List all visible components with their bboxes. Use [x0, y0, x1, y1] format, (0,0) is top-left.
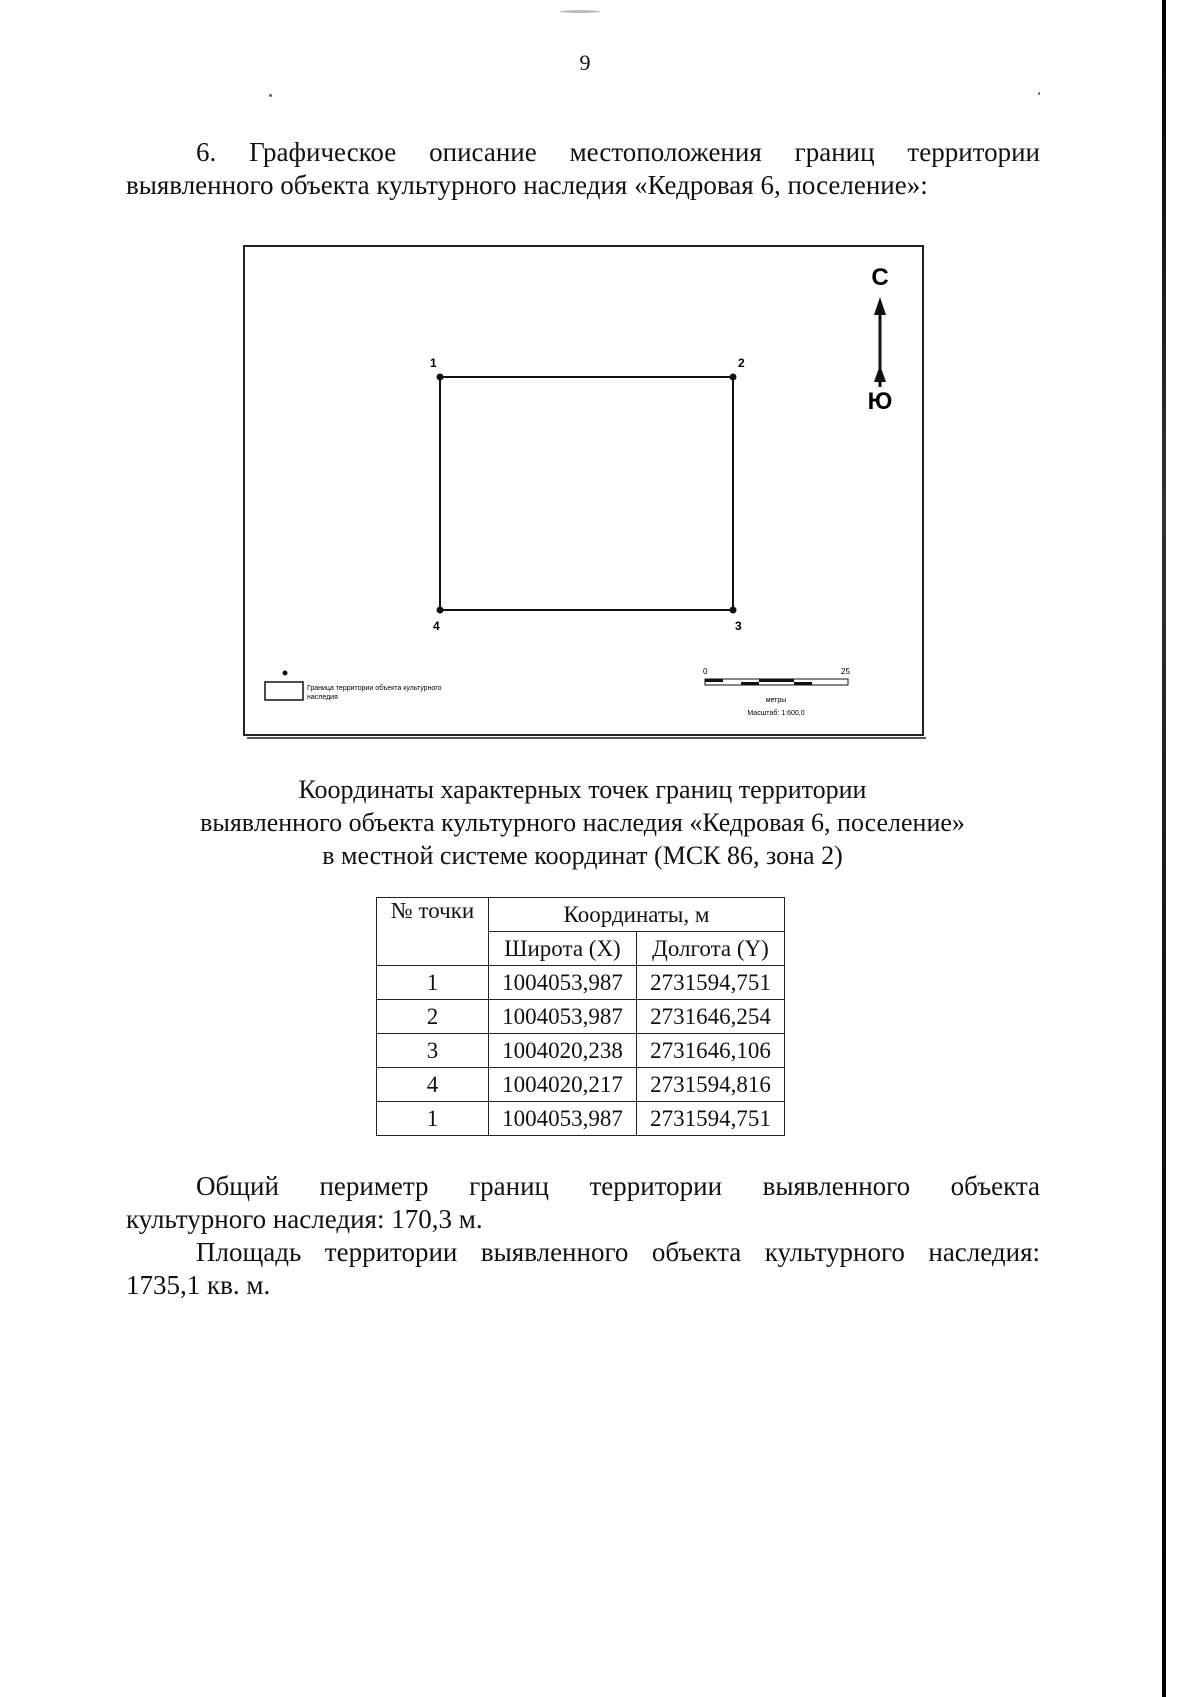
cell-point: 1: [377, 1102, 489, 1136]
cell-point: 2: [377, 1000, 489, 1034]
heading-line-1: 6. Графическое описание местоположения границ территории: [196, 137, 1040, 167]
table-row: [377, 1102, 785, 1136]
scale-units-label: метры: [765, 697, 787, 704]
table-row: [377, 1068, 785, 1102]
scale-ratio-label: Масштаб: 1:600,0: [747, 710, 805, 717]
boundary-point-4: [437, 607, 444, 614]
scan-speck: [269, 94, 272, 97]
compass-south-label: Ю: [867, 388, 893, 415]
table-header-row: [377, 898, 785, 932]
boundary-point-1: [437, 374, 444, 381]
caption-line-1: Координаты характерных точек границ территории: [298, 775, 867, 804]
area-paragraph: [126, 1236, 1040, 1302]
table-row: [377, 1000, 785, 1034]
territory-boundary: [440, 377, 733, 610]
header-longitude-y: Долгота (Y): [637, 932, 785, 966]
area-line-2: 1735,1 кв. м.: [126, 1270, 271, 1300]
point-label-1: 1: [430, 356, 437, 370]
cell-y: 2731646,254: [637, 1000, 785, 1034]
cell-point: 3: [377, 1034, 489, 1068]
legend-boundary-symbol: [265, 682, 303, 700]
page-number: 9: [579, 50, 591, 75]
cell-x: 1004053,987: [489, 1000, 637, 1034]
territory-map: [243, 245, 924, 736]
caption-line-2: выявленного объекта культурного наследия «Кедровая 6, поселение»: [200, 808, 965, 837]
legend-point-symbol: [283, 671, 288, 676]
north-arrow-icon: [874, 297, 886, 387]
scale-start-label: 0: [703, 667, 708, 676]
cell-y: 2731594,816: [637, 1068, 785, 1102]
point-label-3: 3: [735, 619, 742, 633]
header-coordinates: Координаты, м: [489, 898, 785, 932]
coordinates-table: [376, 897, 785, 1136]
cell-y: 2731594,751: [637, 1102, 785, 1136]
perimeter-line-1: Общий периметр границ территории выявленного объекта: [196, 1171, 1040, 1201]
scan-edge-shadow: [1162, 0, 1166, 1697]
cell-x: 1004053,987: [489, 966, 637, 1000]
point-label-2: 2: [738, 356, 745, 370]
section-heading: [126, 136, 1040, 202]
scan-speck: [560, 10, 600, 13]
caption-line-3: в местной системе координат (МСК 86, зона 2): [322, 841, 843, 870]
table-row: [377, 1034, 785, 1068]
cell-point: 1: [377, 966, 489, 1000]
scale-bar: [705, 679, 848, 685]
perimeter-line-2: культурного наследия: 170,3 м.: [126, 1204, 483, 1234]
cell-x: 1004053,987: [489, 1102, 637, 1136]
legend-label-line-2: наследия: [307, 694, 338, 701]
cell-point: 4: [377, 1068, 489, 1102]
header-point-number: № точки: [377, 898, 489, 966]
legend-label-line-1: Граница территории объекта культурного: [307, 685, 442, 692]
boundary-point-2: [730, 374, 737, 381]
area-line-1: Площадь территории выявленного объекта культурного наследия:: [196, 1237, 1040, 1267]
cell-y: 2731594,751: [637, 966, 785, 1000]
heading-line-2: выявленного объекта культурного наследия «Кедровая 6, поселение»:: [126, 170, 928, 200]
scale-end-label: 25: [841, 667, 850, 676]
boundary-point-3: [730, 607, 737, 614]
compass-north-label: С: [871, 264, 889, 291]
table-caption: [0, 773, 1165, 872]
cell-x: 1004020,238: [489, 1034, 637, 1068]
table-row: [377, 966, 785, 1000]
cell-y: 2731646,106: [637, 1034, 785, 1068]
point-label-4: 4: [433, 619, 440, 633]
cell-x: 1004020,217: [489, 1068, 637, 1102]
scan-speck: [1038, 92, 1040, 95]
map-drawing: [245, 247, 926, 738]
header-latitude-x: Широта (X): [489, 932, 637, 966]
perimeter-paragraph: [126, 1170, 1040, 1236]
